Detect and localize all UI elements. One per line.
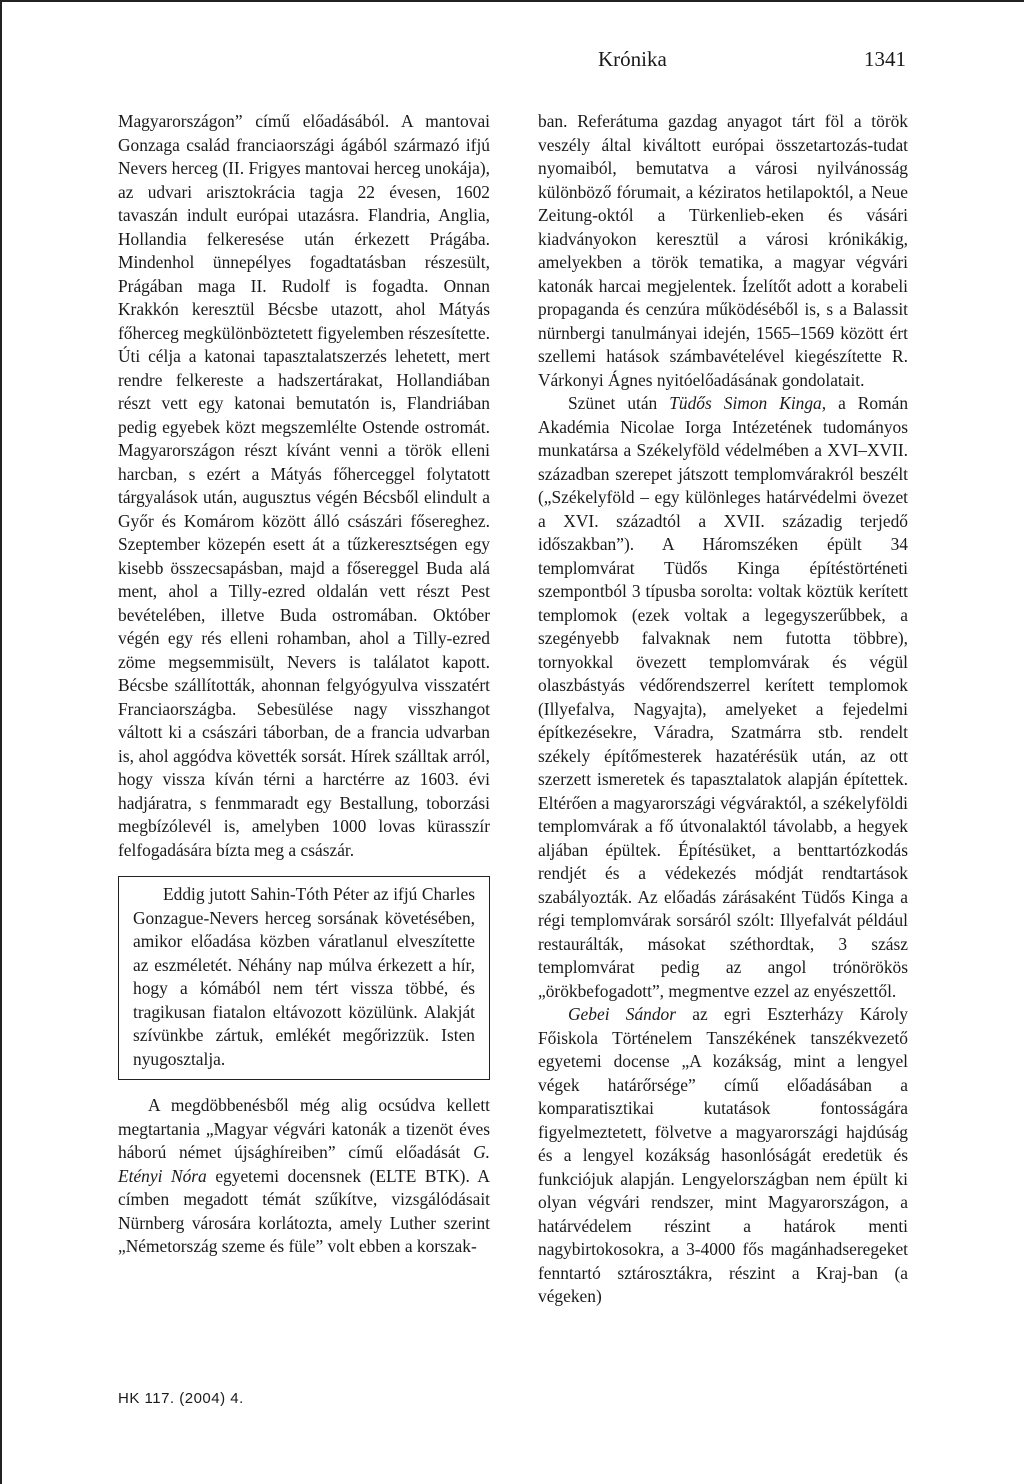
speaker-name-tudos: Tüdős Simon Kinga, <box>669 393 827 413</box>
page-number: 1341 <box>864 47 906 71</box>
section-title: Krónika <box>598 47 667 71</box>
speaker-name-etenyi: G. Etényi Nóra <box>118 1142 490 1186</box>
left-paragraph-1: Magyarországon” című előadásából. A mantovai Gonzaga család franciaországi ágából származó ifjú Nevers herceg (II. Frigyes mantovai herceg unokája), az udvari arisztokrácia tagja 22 évesen, 1602 tavaszán indult európai utazásra. Flandria, Anglia, Hollandia felkeresése után érkezett Prágába. Mindenhol ünnepélyes fogadtatásban részesült, Prágában maga II. Rudolf is fogadta. Onnan Krakkón keresztül Bécsbe utazott, ahol Mátyás főherceg megkülönböztetett figyelemben részesítette. Úti célja a katonai tapasztalatszerzés lehetett, mert rendre felkereste a hadszertárakat, Hollandiában részt vett egy katonai bemutatón is, Flandriában pedig egyebek közt megszemlélte Ostende ostromát. Magyarországon részt kívánt venni a török elleni harcban, s ezért a Mátyás főherceggel folytatott tárgyalások után, augusztus végén Bécsből elindult a Győr és Komárom között álló császári fősereghez. Szeptember közepén esett át a tűzkeresztségen egy kisebb összecsapásban, majd a fősereggel Buda alá ment, ahol a Tilly-ezred oldalán vett részt Pest bevételében, illetve Buda ostromában. Október végén egy rés elleni rohamban, ahol a Tilly-ezred zöme megsemmisült, Nevers is találatot kapott. Bécsbe szállították, ahonnan felgyógyulva visszatért Franciaországba. Sebesülése nagy visszhangot váltott ki a császári táborban, de a francia udvarban is, ahol aggódva követték sorsát. Hírek szálltak arról, hogy vissza kíván térni a harctérre az 1603. évi hadjáratra, s fenmmaradt egy Bestallung, toborzási megbízólevél is, amelyben 1000 lovas kürasszír felfogadására bízta meg a császár. <box>118 111 490 860</box>
right-p2-text-before: Szünet után <box>568 393 670 413</box>
right-paragraph-1: ban. Referátuma gazdag anyagot tárt föl a török veszély által kiváltott európai összetartozás-tudat nyomaiból, bemutatva a városi nyilvánosság különböző fórumait, a kéziratos hetilapoktól, a Neue Zeitung-októl a Türkenlieb-eken és vásári kiadványokon keresztül a városi krónikákig, amelyekben a török tematika, a magyar végvári katonák harcai megjelentek. Ízelítőt adott a korabeli propaganda és cenzúra működéséből is, s a Balassit nürnbergi tanulmányai idején, 1565–1569 között ért szellemi hatások számbavételével kiegészítette R. Várkonyi Ágnes nyitóelőadásának gondolatait. <box>538 111 908 390</box>
right-p3-text-after: az egri Eszterházy Károly Főiskola Történelem Tanszékének tanszékvezető egyetemi docense „A kozákság, mint a lengyel végek határőrsége” című előadásában a komparatisztikai kutatások fontosságára figyelmeztetett, fölvetve a magyarországi hajdúság és a lengyel kozákság hasonlóságát eredetük és funkciójuk alapján. Lengyelországban nem épült ki olyan végvári rendszer, mint Magyarországon, a határvédelem részint a határok menti nagybirtokosokra, a 3-4000 fős magánhadseregeket fenntartó sztárosztákra, részint a Kraj-ban (a végeken) <box>538 1004 909 1306</box>
page-frame-left <box>0 0 2 1484</box>
left-paragraph-2 <box>118 1094 490 1259</box>
speaker-name-gebei: Gebei Sándor <box>568 1004 677 1024</box>
right-paragraph-3 <box>538 1003 908 1309</box>
page-frame-top <box>0 0 1024 2</box>
left-column <box>118 110 490 1259</box>
left-p2-text-before: A megdöbbenésből még alig ocsúdva kellett megtartania „Magyar végvári katonák a tizenöt éves háború német újsághíreiben” című előadását <box>118 1095 490 1162</box>
journal-citation: HK 117. (2004) 4. <box>118 1390 244 1407</box>
memorial-box <box>118 876 490 1080</box>
memorial-text: Eddig jutott Sahin-Tóth Péter az ifjú Charles Gonzague-Nevers herceg sorsának követésében, amikor előadása közben váratlanul elveszítette az eszméletét. Néhány nap múlva érkezett a hír, hogy a kómából nem tért vissza többé, és tragikusan fiatalon eltávozott közülünk. Alakját szívünkbe zártuk, emlékét megőrizzük. Isten nyugosztalja. <box>133 884 475 1069</box>
left-p2-text-after: egyetemi docensnek (ELTE BTK). A címben megadott témát szűkítve, vizsgálódásait Nürnberg városára korlátozta, amely Luther szerint „Németország szeme és füle” volt ebben a korszak- <box>118 1165 490 1256</box>
running-header <box>120 47 906 77</box>
right-p2-text-after: a Román Akadémia Nicolae Iorga Intézetének tudományos munkatársa a Székelyföld védelmében a XVI–XVII. században szerepet játszott templomvárakról beszélt („Székelyföld – egy különleges határvédelmi övezet a XVI. századtól a XVII. századig terjedő időszakban”). A Háromszéken épült 34 templomvárat Tüdős Kinga építéstörténeti szempontból 3 típusba sorolta: voltak köztük kerített templomok (ezek voltak a legegyszerűbbek, a szegényebb falvaknak nem futotta többre), tornyokkal övezett templomvárak és végül olaszbástyás védőrendszerrel kerített templomok (Illyefalva, Nagyajta), amelyeket a fejedelmi építkezésekre, Váradra, Szatmárra stb. rendelt székely építőmesterek hazatérésük után, az ott szerzett ismeretek és tapasztalatok alapján építettek. Eltérően a magyarországi végváraktól, a székelyföldi templomvárak a fő útvonalaktól távolabb, a hegyek aljában épültek. Építésüket, a benttartózkodás rendjét és a védekezés módját rendtartások szabályozták. Az előadás zárásaként Tüdős Kinga a régi templomvárak sorsáról szólt: Illyefalvát például restaurálták, másokat széthordtak, 3 szász templomvárat pedig az angol trónörökös „örökbefogadott”, megmentve ezzel az enyészettől. <box>538 393 909 1001</box>
right-paragraph-2 <box>538 392 908 1003</box>
right-column <box>538 110 908 1309</box>
